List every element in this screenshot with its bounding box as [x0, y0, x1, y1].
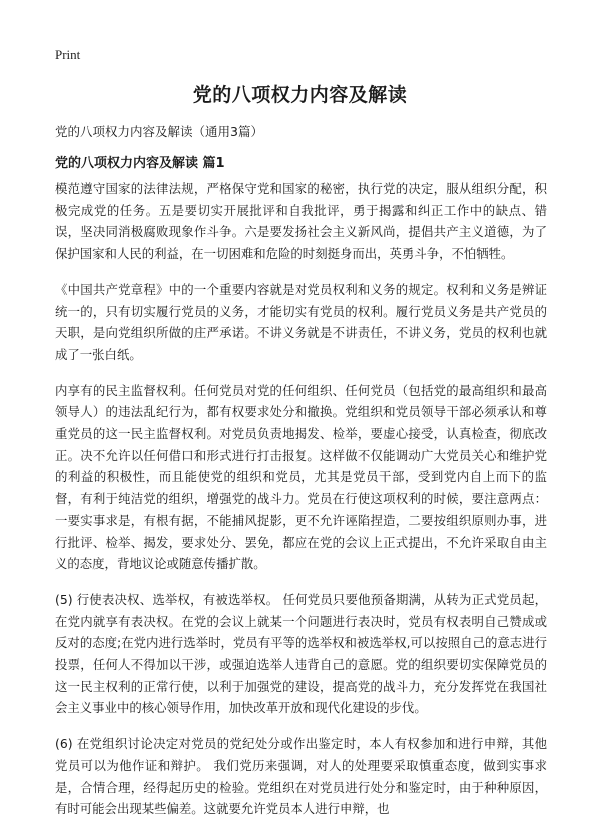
paragraph: (6) 在党组织讨论决定对党员的党纪处分或作出鉴定时，本人有权参加和进行申辩，其他党员可以为他作证和辩护。 我们党历来强调，对人的处理要采取慎重态度，做到实事求是，合情合理，经得起历史的检验。党组织在对党员进行处分和鉴定时，由于种种原因，有时可能会出现某些偏差。这就要允许党员本人进行申辩，也 [55, 736, 547, 817]
document-title: 党的八项权力内容及解读 [192, 84, 408, 106]
print-link[interactable]: Print [55, 47, 81, 62]
article-body [55, 178, 547, 834]
paragraph: (5) 行使表决权、选举权，有被选举权。 任何党员只要他预备期满，从转为正式党员起，在党内就享有表决权。在党的会议上就某一个问题进行表决时，党员有权表明自己赞成或反对的态度;在党内进行选举时，党员有平等的选举权和被选举权,可以按照自己的意志进行投票，任何人不得加以干涉，或强迫选举人违背自己的意愿。党的组织要切实保障党员的这一民主权利的正常行使，以利于加强党的建设，提高党的战斗力，充分发挥党在我国社会主义事业中的核心领导作用，加快改革开放和现代化建设的步伐。 [55, 591, 547, 716]
paragraph: 内享有的民主监督权利。任何党员对党的任何组织、任何党员（包括党的最高组织和最高领导人）的违法乱纪行为，都有权要求处分和撤换。党组织和党员领导干部必须承认和尊重党员的这一民主监督权利。对党员负责地揭发、检举，要虚心接受，认真检查，彻底改正。决不允许以任何借口和形式进行打击报复。这样做不仅能调动广大党员关心和维护党的利益的积极性，而且能使党的组织和党员，尤其是党员干部，受到党内自上而下的监督，有利于纯洁党的组织，增强党的战斗力。党员在行使这项权利的时候，要注意两点：一要实事求是，有根有据，不能捕风捉影，更不允许诬陷捏造，二要按组织原则办事，进行批评、检举、揭发，要求处分、罢免，都应在党的会议上正式提出，不允许采取自由主义的态度，背地议论或随意传播扩散。 [55, 382, 547, 572]
paragraph: 模范遵守国家的法律法规，严格保守党和国家的秘密，执行党的决定，服从组织分配，积极完成党的任务。五是要切实开展批评和自我批评，勇于揭露和纠正工作中的缺点、错误，坚决同消极腐败现象作斗争。六是要发扬社会主义新风尚，提倡共产主义道德，为了保护国家和人民的利益，在一切困难和危险的时刻挺身而出，英勇斗争，不怕牺牲。 [55, 181, 547, 262]
document-subtitle: 党的八项权力内容及解读（通用3篇） [55, 124, 263, 139]
section-heading: 党的八项权力内容及解读 篇1 [55, 156, 225, 171]
paragraph: 《中国共产党章程》中的一个重要内容就是对党员权利和义务的规定。权利和义务是辨证统一的，只有切实履行党员的义务，才能切实有党员的权利。履行党员义务是共产党员的天职，是向党组织所做的庄严承诺。不讲义务就是不讲责任，不讲义务，党员的权利也就成了一张白纸。 [55, 281, 547, 362]
